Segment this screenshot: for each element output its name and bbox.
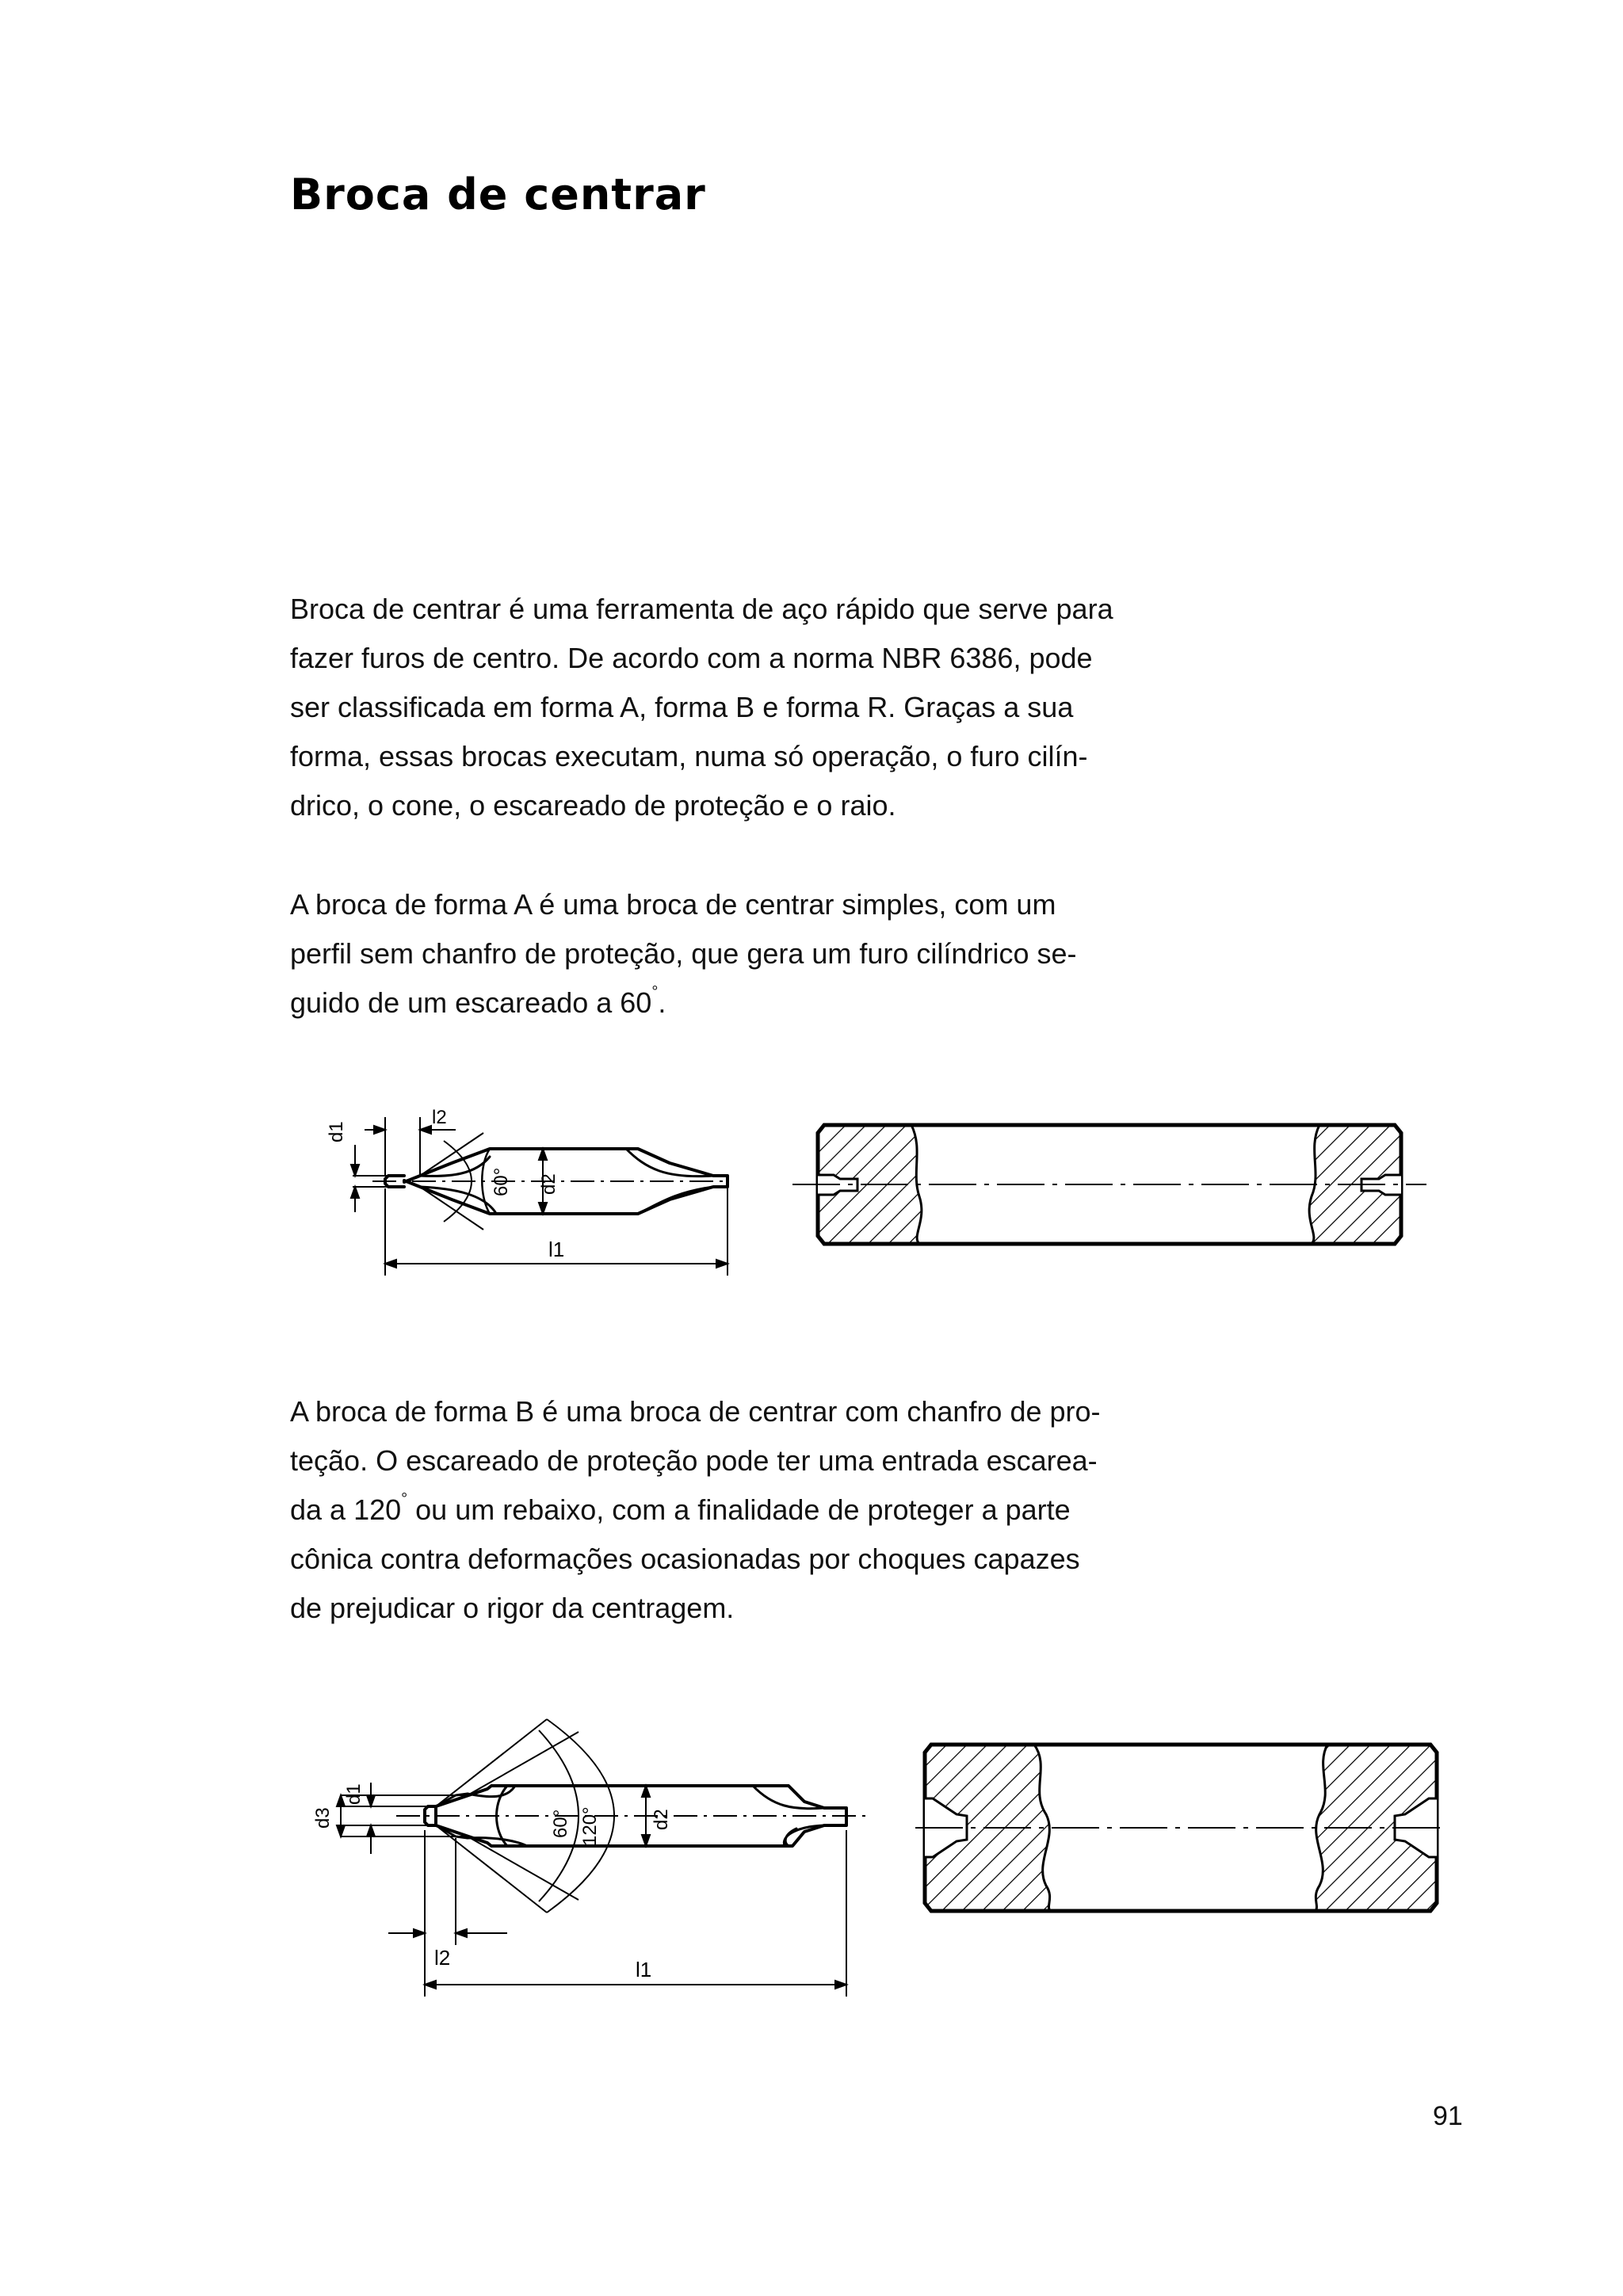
text-line: A broca de forma A é uma broca de centrar simples, com um — [290, 888, 1056, 921]
form-b-drill-drawing — [309, 1703, 880, 2028]
dim-label-d2: d2 — [651, 1809, 672, 1830]
page-title: Broca de centrar — [290, 170, 706, 219]
text-line: fazer furos de centro. De acordo com a norma NBR 6386, pode — [290, 642, 1093, 674]
form-b-paragraph — [290, 1387, 1209, 1633]
dim-label-l1: l1 — [548, 1238, 565, 1261]
text-line: forma, essas brocas executam, numa só operação, o furo cilín- — [290, 740, 1088, 772]
text-line — [290, 978, 1209, 1028]
text-line: ser classificada em forma A, forma B e forma R. Graças a sua — [290, 691, 1074, 723]
text-line: A broca de forma B é uma broca de centrar com chanfro de pro- — [290, 1395, 1101, 1428]
text-line — [290, 1486, 1209, 1535]
dim-label-l2: l2 — [432, 1107, 447, 1128]
text-fragment: da a 120 — [290, 1493, 402, 1526]
text-line: Broca de centrar é uma ferramenta de aço rápido que serve para — [290, 593, 1113, 625]
dim-label-60deg: 60° — [550, 1809, 571, 1838]
dim-label-d1: d1 — [326, 1121, 347, 1142]
dim-label-d1: d1 — [343, 1783, 365, 1805]
form-b-workpiece-drawing — [915, 1735, 1446, 1925]
dim-label-60deg: 60° — [491, 1167, 512, 1196]
intro-paragraph — [290, 585, 1209, 830]
form-a-workpiece-drawing — [792, 1117, 1426, 1252]
dim-label-d2: d2 — [538, 1173, 559, 1195]
text-fragment: . — [658, 986, 666, 1019]
dim-label-l2: l2 — [434, 1946, 451, 1970]
degree-symbol: ° — [401, 1490, 408, 1508]
text-line: teção. O escareado de proteção pode ter uma entrada escarea- — [290, 1444, 1098, 1477]
text-line: de prejudicar o rigor da centragem. — [290, 1592, 735, 1624]
dim-label-d3: d3 — [312, 1807, 334, 1829]
page-number: 91 — [1433, 2101, 1463, 2131]
text-fragment: guido de um escareado a 60 — [290, 986, 652, 1019]
dim-label-l1: l1 — [636, 1958, 652, 1981]
text-line: drico, o cone, o escareado de proteção e o raio. — [290, 789, 896, 822]
text-line: cônica contra deformações ocasionadas por choques capazes — [290, 1543, 1080, 1575]
text-fragment: ou um rebaixo, com a finalidade de proteger a parte — [407, 1493, 1071, 1526]
dim-label-120deg: 120° — [579, 1806, 601, 1846]
text-line: perfil sem chanfro de proteção, que gera um furo cilíndrico se- — [290, 937, 1077, 970]
degree-symbol: ° — [651, 983, 659, 1001]
form-a-drill-drawing — [317, 1101, 761, 1291]
form-a-paragraph — [290, 880, 1209, 1028]
